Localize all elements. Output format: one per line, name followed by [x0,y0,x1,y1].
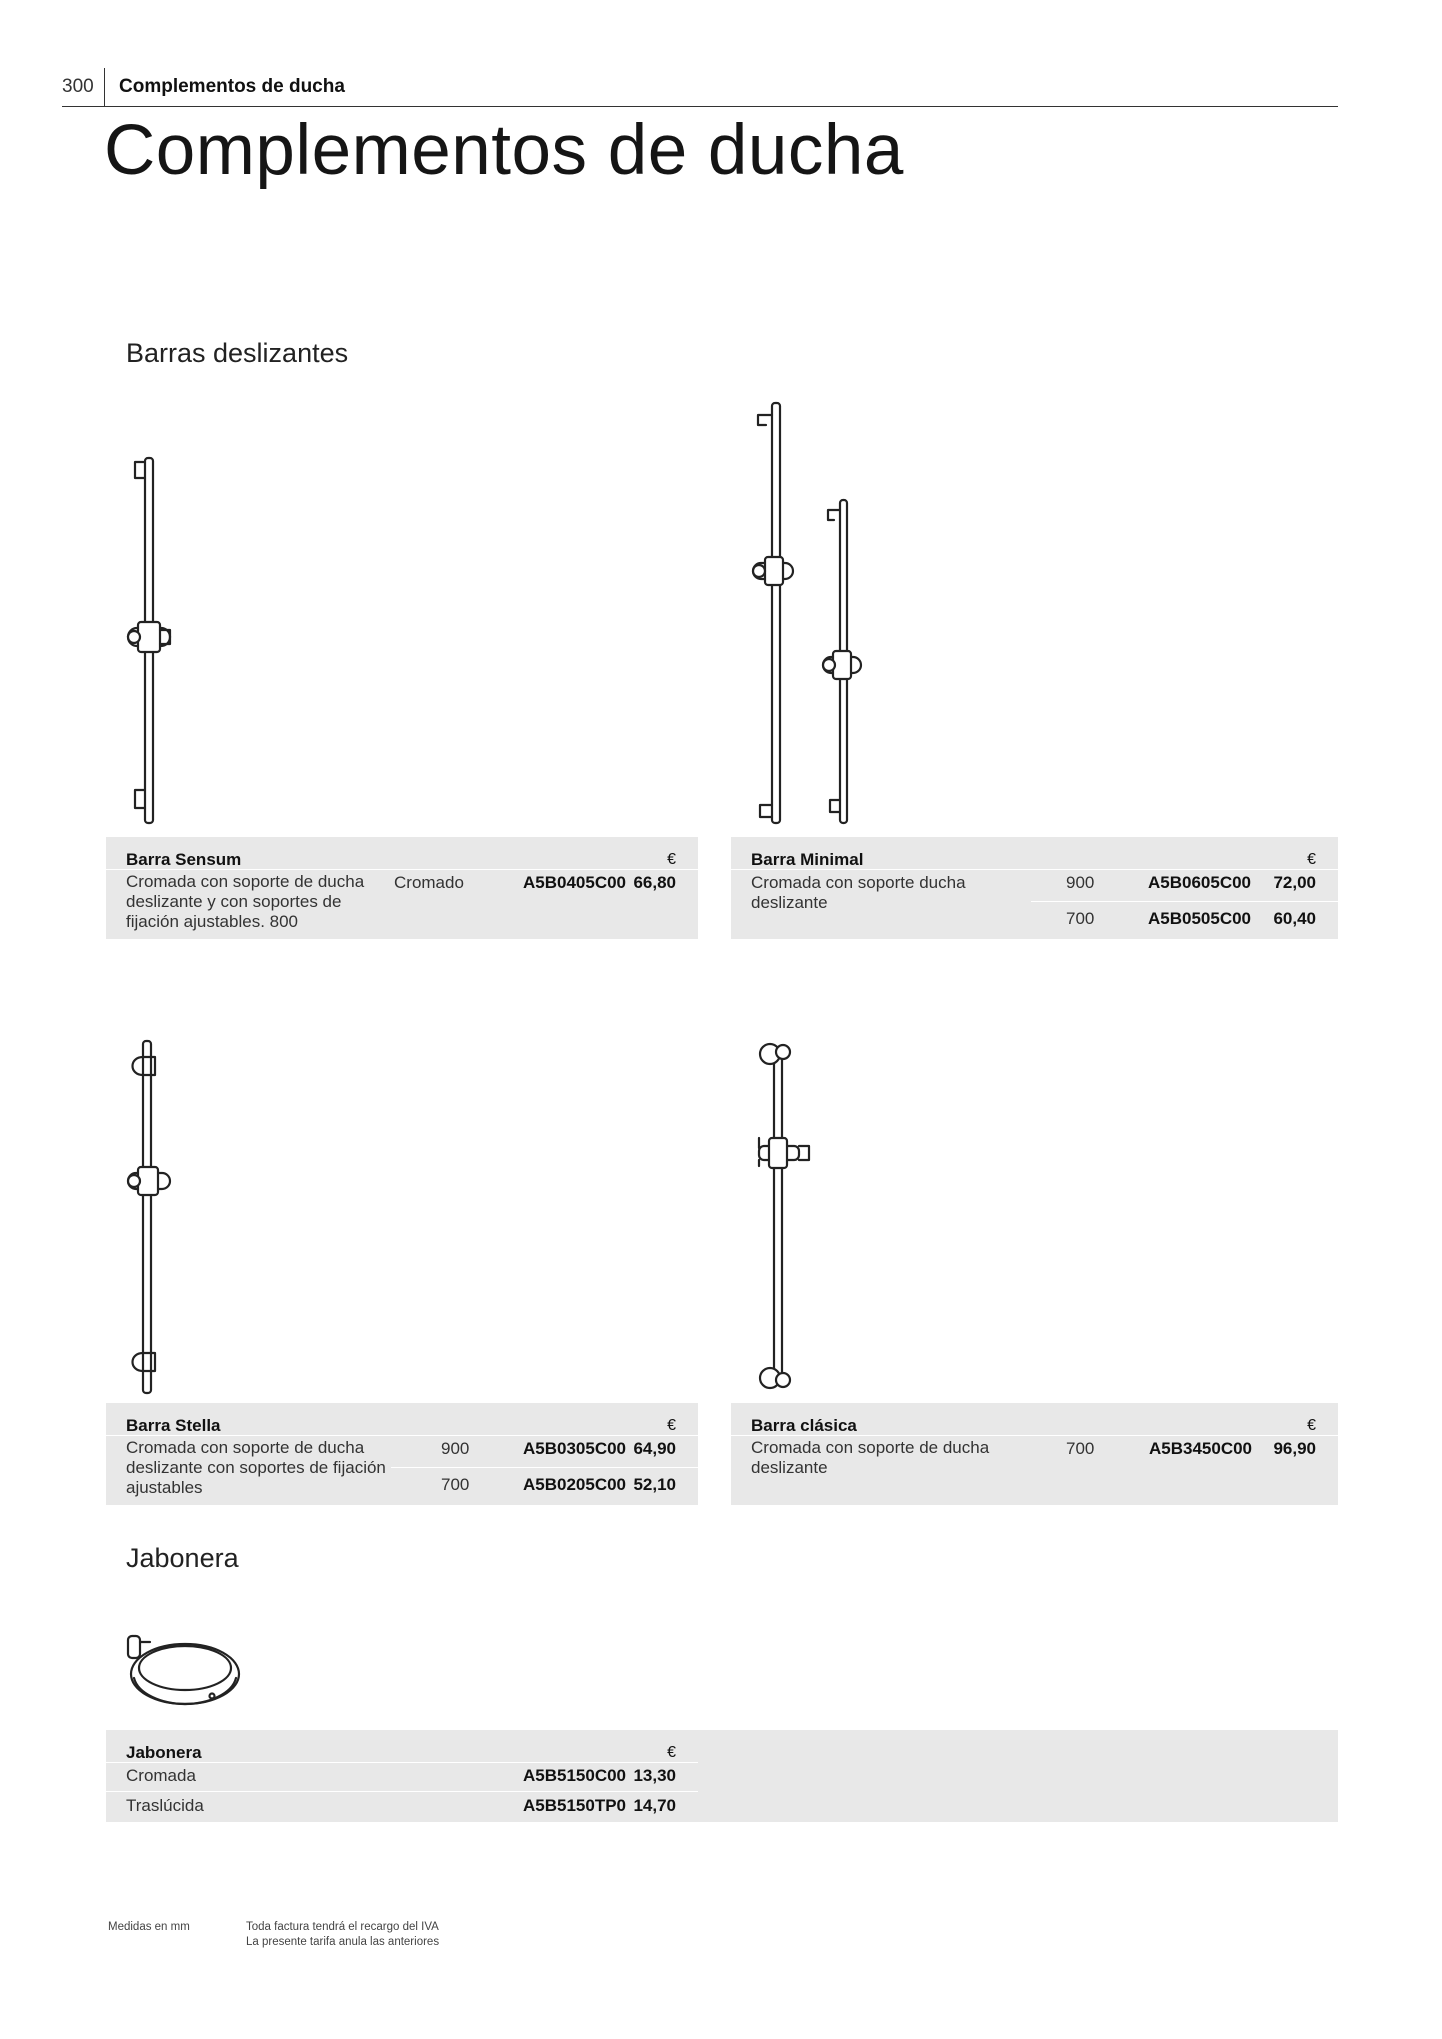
row-divider [1031,901,1338,902]
row-divider [731,1435,1338,1436]
product-price: 64,90 [633,1439,676,1458]
row-divider [106,1791,698,1792]
product-description: Cromada con soporte de ducha deslizante y con soportes de fijación ajustables. 800 [126,872,365,931]
row-divider [106,1762,698,1763]
product-description: Cromada con soporte de ducha deslizante con soportes de fijación ajustables [126,1438,386,1497]
currency-header: € [667,1417,676,1434]
currency-header: € [1307,1417,1316,1434]
footer-units-note: Medidas en mm [108,1921,190,1933]
currency-header: € [1307,851,1316,868]
row-divider [391,1467,698,1468]
page-title: Complementos de ducha [104,111,904,190]
table-jabonera [106,1730,1338,1822]
jabonera-illustration [124,1630,244,1710]
barra-stella-illustration [120,1035,190,1395]
product-size: 700 [441,1475,470,1494]
product-price: 13,30 [633,1766,676,1785]
product-code: A5B0205C00 [523,1475,627,1494]
product-size: 900 [441,1439,470,1458]
section-title-jabonera: Jabonera [126,1543,239,1573]
barra-sensum-illustration [120,450,190,830]
table-barra-minimal [731,837,1338,939]
product-price: 14,70 [633,1796,676,1815]
row-divider [731,869,1338,870]
header-rule [62,106,1338,107]
product-price: 72,00 [1273,873,1316,892]
product-price: 52,10 [633,1475,676,1494]
footer-vat-note: Toda factura tendrá el recargo del IVA [246,1921,439,1933]
product-name: Barra Minimal [751,850,864,869]
product-code: A5B0305C00 [523,1439,627,1458]
page-number: 300 [62,76,94,97]
product-code: A5B0505C00 [1148,909,1252,928]
product-size: 700 [1066,909,1095,928]
product-price: 96,90 [1273,1439,1316,1458]
product-size: 900 [1066,873,1095,892]
product-finish: Traslúcida [126,1796,204,1815]
product-code: A5B5150C00 [523,1766,627,1785]
product-price: 60,40 [1273,909,1316,928]
product-code: A5B5150TP0 [523,1796,627,1815]
footer-notes [246,1920,439,1950]
row-divider [106,869,698,870]
product-finish: Cromado [394,873,464,892]
section-title-barras: Barras deslizantes [126,338,349,368]
footer-tariff-note: La presente tarifa anula las anteriores [246,1936,440,1948]
row-divider [106,1435,698,1436]
product-description: Cromada con soporte de ducha deslizante [751,1438,990,1477]
product-code: A5B3450C00 [1149,1439,1253,1458]
product-description: Cromada con soporte ducha deslizante [751,873,966,912]
table-barra-stella [106,1403,698,1505]
product-price: 66,80 [633,873,676,892]
product-name: Barra clásica [751,1416,857,1435]
running-title: Complementos de ducha [119,76,345,97]
product-code: A5B0605C00 [1148,873,1252,892]
currency-header: € [667,851,676,868]
table-barra-clasica [731,1403,1338,1505]
product-size: 700 [1066,1439,1095,1458]
header-divider [104,68,105,106]
barra-minimal-illustration [745,395,865,830]
product-name: Barra Stella [126,1416,221,1435]
product-name: Jabonera [126,1743,202,1762]
currency-header: € [667,1744,676,1761]
product-name: Barra Sensum [126,850,242,869]
table-barra-sensum [106,837,698,939]
product-code: A5B0405C00 [523,873,627,892]
product-finish: Cromada [126,1766,196,1785]
barra-clasica-illustration [745,1038,825,1393]
